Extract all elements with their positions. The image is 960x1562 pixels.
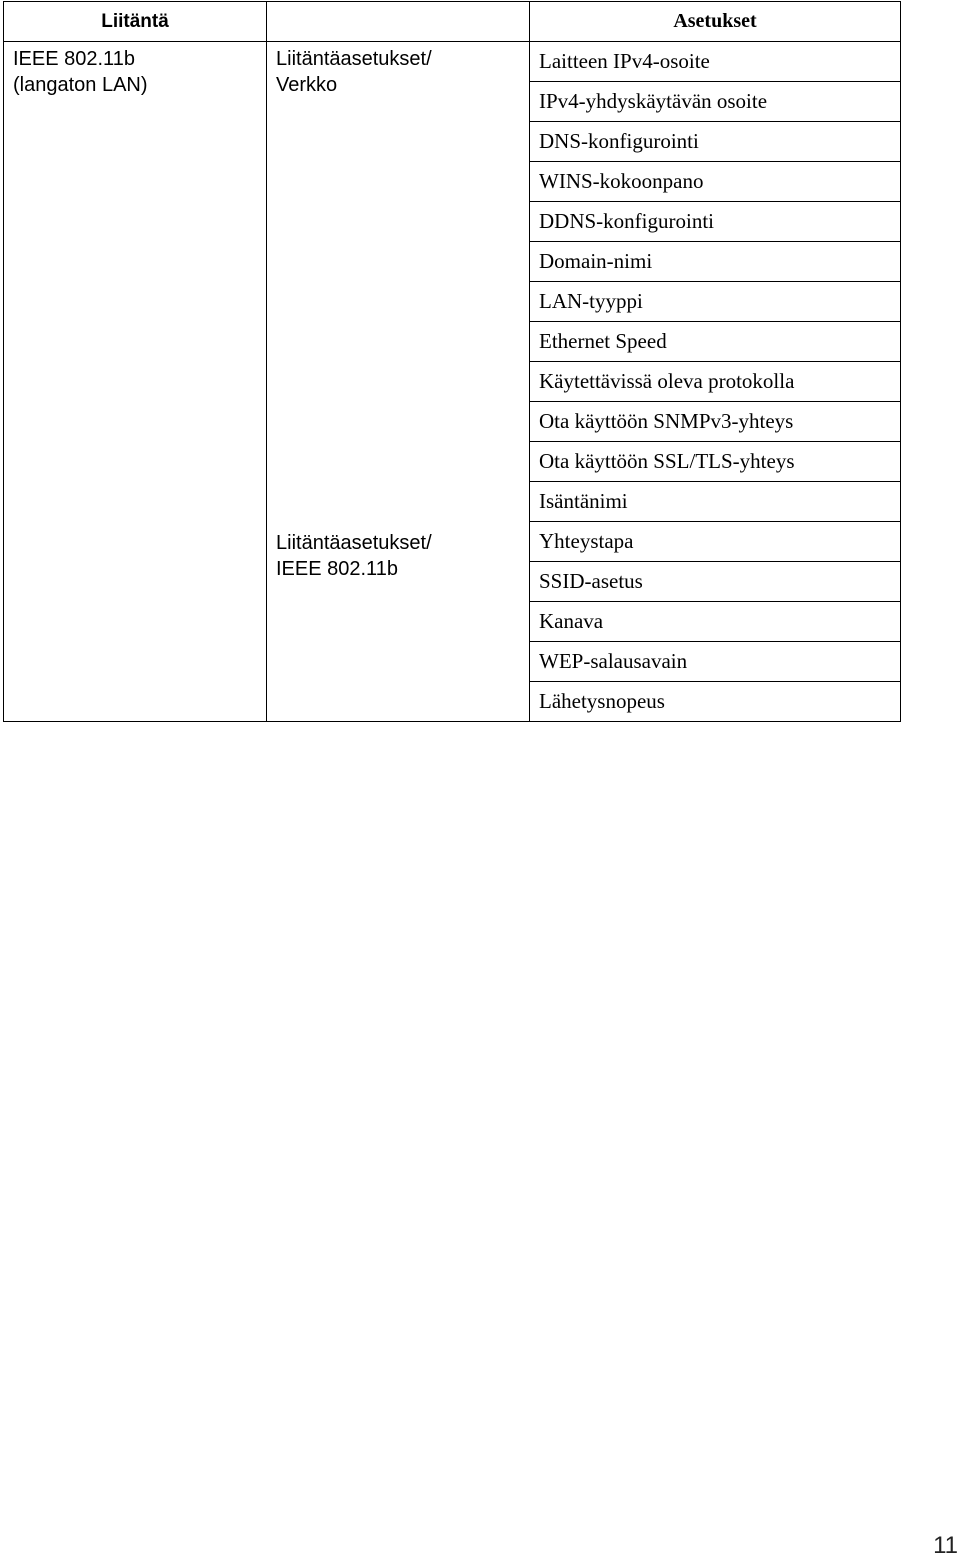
setting-ethernet-speed: Ethernet Speed — [530, 322, 901, 362]
header-interface: Liitäntä — [4, 2, 267, 42]
setting-ssl-tls: Ota käyttöön SSL/TLS-yhteys — [530, 442, 901, 482]
setting-domain-name: Domain-nimi — [530, 242, 901, 282]
setting-connection-mode: Yhteystapa — [530, 522, 901, 562]
group-label-network: Liitäntäasetukset/ Verkko — [276, 48, 432, 96]
setting-wep-key: WEP-salausavain — [530, 642, 901, 682]
setting-host-name: Isäntänimi — [530, 482, 901, 522]
header-group — [267, 2, 530, 42]
settings-table — [3, 1, 901, 722]
setting-ipv4-gateway: IPv4-yhdyskäytävän osoite — [530, 82, 901, 122]
setting-available-protocol: Käytettävissä oleva protokolla — [530, 362, 901, 402]
setting-lan-type: LAN-tyyppi — [530, 282, 901, 322]
setting-dns: DNS-konfigurointi — [530, 122, 901, 162]
table-row — [4, 42, 901, 82]
group-label-wireless: Liitäntäasetukset/ IEEE 802.11b — [276, 532, 432, 580]
table-header-row — [4, 2, 901, 42]
setting-transmission-speed: Lähetysnopeus — [530, 682, 901, 722]
setting-ipv4-address: Laitteen IPv4-osoite — [530, 42, 901, 82]
setting-snmpv3: Ota käyttöön SNMPv3-yhteys — [530, 402, 901, 442]
header-settings: Asetukset — [530, 2, 901, 42]
interface-cell: IEEE 802.11b (langaton LAN) — [4, 42, 267, 722]
setting-ssid: SSID-asetus — [530, 562, 901, 602]
page-number: 11 — [933, 1532, 958, 1559]
setting-wins: WINS-kokoonpano — [530, 162, 901, 202]
group-cell — [267, 42, 530, 722]
setting-channel: Kanava — [530, 602, 901, 642]
setting-ddns: DDNS-konfigurointi — [530, 202, 901, 242]
